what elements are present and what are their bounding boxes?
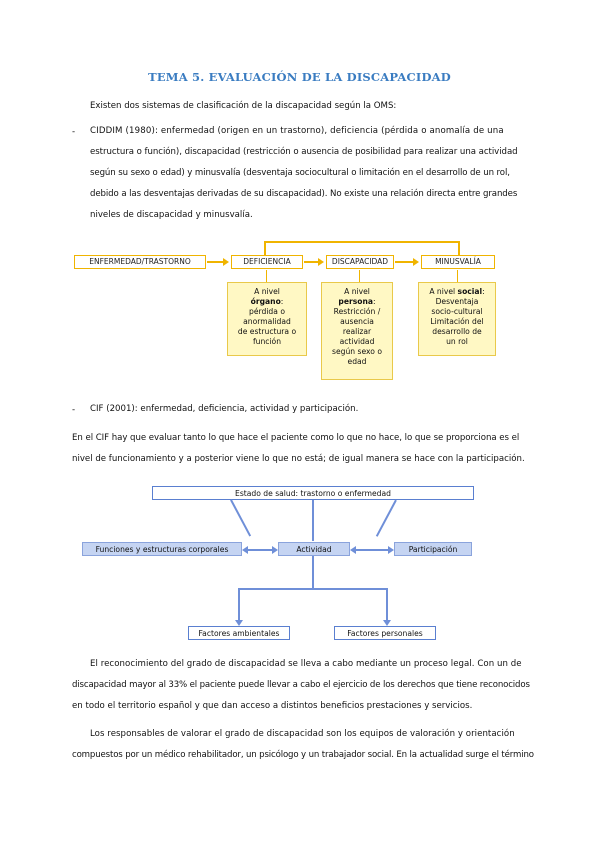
connector-line xyxy=(264,241,266,256)
connector-line xyxy=(458,241,460,256)
ciddim-line: niveles de discapacidad y minusvalía. xyxy=(90,210,253,220)
box-discapacidad: DISCAPACIDAD xyxy=(326,255,394,269)
detail-text: edad xyxy=(347,357,367,366)
arrow-left-icon xyxy=(350,546,356,554)
detail-persona xyxy=(321,282,393,380)
detail-text: Desventaja xyxy=(435,297,479,306)
detail-text: : xyxy=(280,297,284,306)
detail-text: A nivel xyxy=(254,287,280,296)
box-factores-personales: Factores personales xyxy=(334,626,436,640)
ciddim-line: estructura o función), discapacidad (restricción o ausencia de posibilidad para realizar una actividad xyxy=(90,147,518,157)
detail-text: actividad xyxy=(339,337,375,346)
responsables-line: compuestos por un médico rehabilitador, un psicólogo y un trabajador social. En la actualidad surge el término xyxy=(72,750,534,760)
intro-paragraph xyxy=(90,96,530,117)
page-title: TEMA 5. EVALUACIÓN DE LA DISCAPACIDAD xyxy=(148,70,451,84)
connector-line xyxy=(457,270,458,282)
box-minusvalia: MINUSVALÍA xyxy=(421,255,495,269)
detail-text: un rol xyxy=(446,337,468,346)
detail-bold-text: órgano xyxy=(250,297,281,306)
box-funciones: Funciones y estructuras corporales xyxy=(82,542,242,556)
responsables-paragraph xyxy=(72,724,548,766)
detail-text: socio-cultural xyxy=(431,307,483,316)
connector-line xyxy=(359,270,360,282)
arrow-head-icon xyxy=(318,258,324,266)
connector-line xyxy=(238,588,388,590)
connector-line xyxy=(312,556,314,588)
ciddim-paragraph xyxy=(90,121,546,226)
box-actividad: Actividad xyxy=(278,542,350,556)
box-factores-ambientales: Factores ambientales xyxy=(188,626,290,640)
detail-text: : xyxy=(482,287,485,296)
detail-text: Limitación del xyxy=(430,317,484,326)
detail-organo xyxy=(227,282,307,356)
detail-bold-text: persona xyxy=(338,297,374,306)
ciddim-line: según su sexo o edad) y minusvalía (desventaja sociocultural o limitación en el desarrollo de un rol, xyxy=(90,168,510,178)
bullet-dash: - xyxy=(72,405,76,415)
connector-line xyxy=(386,588,388,624)
detail-text: A nivel xyxy=(429,287,456,296)
arrow-line xyxy=(395,261,415,263)
box-deficiencia: DEFICIENCIA xyxy=(231,255,303,269)
detail-text: de estructura o xyxy=(237,327,297,336)
connector-line xyxy=(264,241,460,243)
detail-text: ausencia xyxy=(340,317,374,326)
detail-text: desarrollo de xyxy=(432,327,482,336)
connector-line xyxy=(354,549,392,551)
connector-line xyxy=(312,500,314,541)
box-estado-salud: Estado de salud: trastorno o enfermedad xyxy=(152,486,474,500)
connector-line xyxy=(376,500,397,537)
detail-text: anormalidad xyxy=(243,317,291,326)
cif-line: nivel de funcionamiento y a posterior viene lo que no está; de igual manera se hace con la participación. xyxy=(72,454,525,464)
cif-line: En el CIF hay que evaluar tanto lo que hace el paciente como lo que no hace, lo que se proporciona es el xyxy=(72,433,520,443)
detail-text: realizar xyxy=(342,327,372,336)
responsables-line: Los responsables de valorar el grado de discapacidad son los equipos de valoración y orientación xyxy=(90,729,515,739)
arrow-left-icon xyxy=(242,546,248,554)
legal-line: El reconocimiento del grado de discapacidad se lleva a cabo mediante un proceso legal. Con un de xyxy=(90,659,522,669)
connector-line xyxy=(230,500,251,537)
connector-line xyxy=(266,270,267,282)
detail-text: : xyxy=(373,297,376,306)
detail-social xyxy=(418,282,496,356)
box-enfermedad: ENFERMEDAD/TRASTORNO xyxy=(74,255,206,269)
detail-text: pérdida o xyxy=(249,307,285,316)
bullet-dash: - xyxy=(72,127,76,137)
cif-item-text: CIF (2001): enfermedad, deficiencia, actividad y participación. xyxy=(90,404,359,414)
cif-paragraph xyxy=(72,428,548,470)
ciddim-line: CIDDIM (1980): enfermedad (origen en un trastorno), deficiencia (pérdida o anomalía de una xyxy=(90,126,504,136)
detail-text: función xyxy=(252,337,282,346)
connector-line xyxy=(238,588,240,624)
legal-paragraph xyxy=(72,654,548,717)
detail-text: A nivel xyxy=(344,287,370,296)
legal-line: discapacidad mayor al 33% el paciente puede llevar a cabo el ejercicio de los derechos que tiene reconocidos xyxy=(72,680,530,690)
arrow-head-icon xyxy=(223,258,229,266)
box-participacion: Participación xyxy=(394,542,472,556)
ciddim-line: debido a las desventajas derivadas de su discapacidad). No existe una relación directa entre grandes xyxy=(90,189,518,199)
detail-bold-text: social xyxy=(457,287,483,296)
detail-text: según sexo o xyxy=(332,347,382,356)
legal-line: en todo el territorio español y que dan acceso a distintos beneficios prestaciones y servicios. xyxy=(72,701,473,711)
detail-text: Restricción / xyxy=(333,307,381,316)
cif-item xyxy=(90,399,546,420)
arrow-head-icon xyxy=(413,258,419,266)
intro-text: Existen dos sistemas de clasificación de la discapacidad según la OMS: xyxy=(90,101,397,111)
